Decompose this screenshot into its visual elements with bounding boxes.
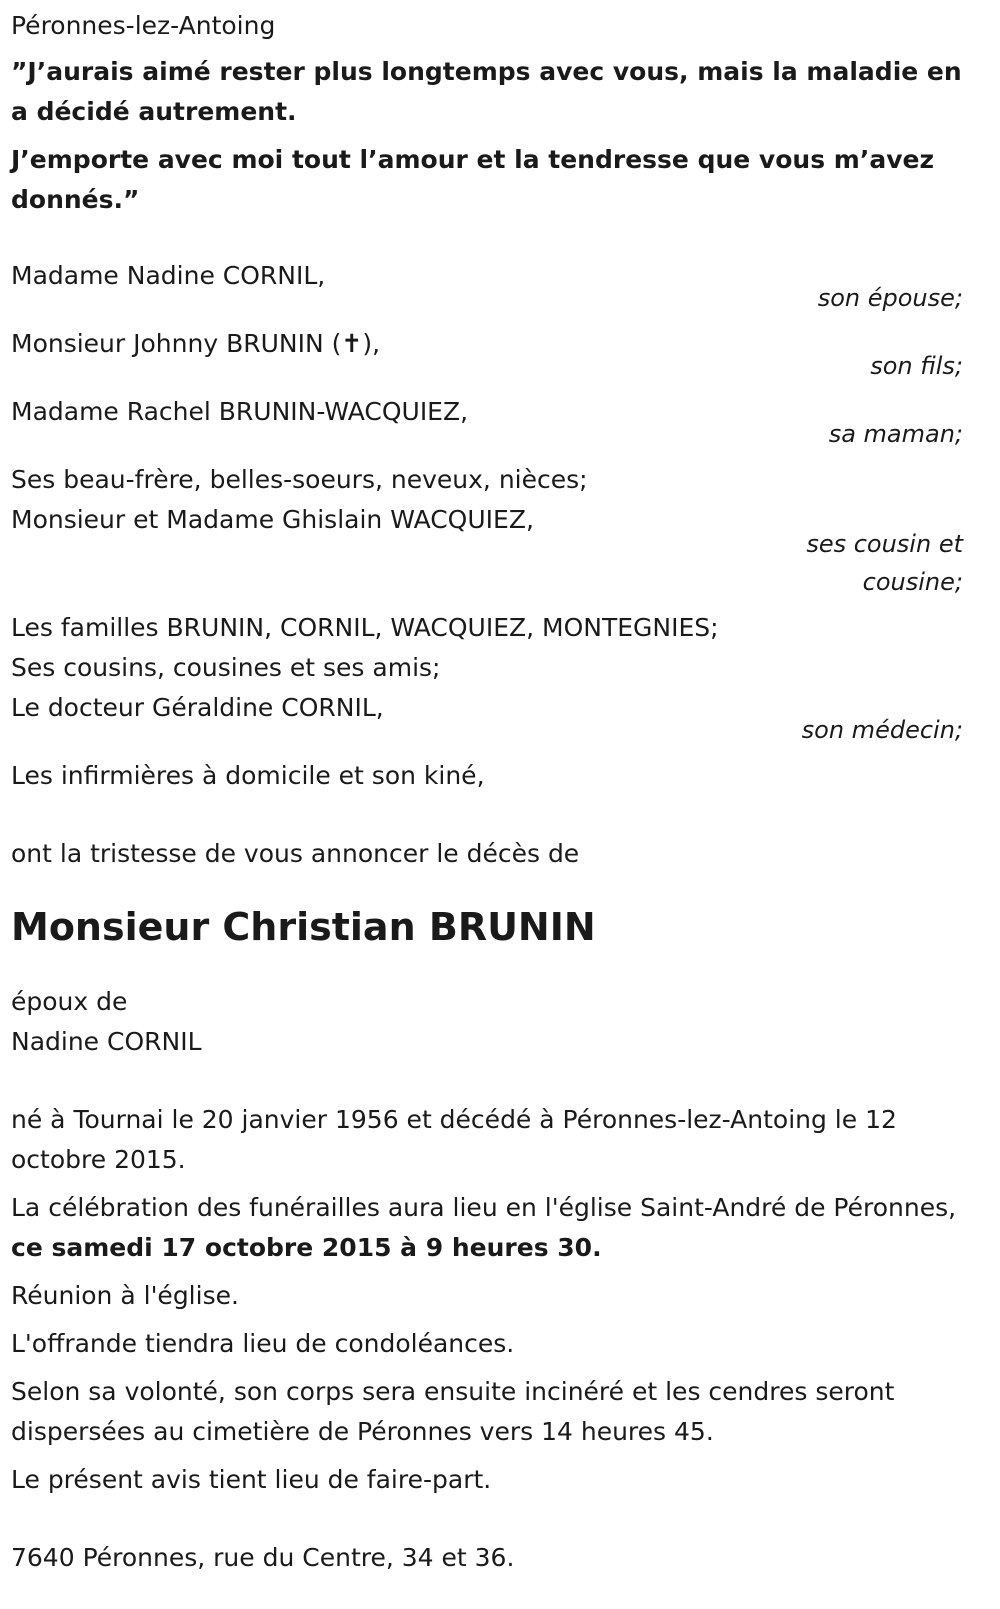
family-relation: son fils;	[870, 352, 963, 380]
funeral-text	[11, 1188, 971, 1268]
spouse-intro: époux de	[11, 987, 128, 1016]
spouse-name: Nadine CORNIL	[11, 1027, 202, 1056]
family-member-name: Madame Nadine CORNIL,	[11, 261, 326, 290]
family-entry	[11, 392, 971, 454]
family-entry	[11, 500, 971, 602]
spacer	[11, 796, 971, 834]
family-member-name: Monsieur Johnny BRUNIN (✝),	[11, 329, 381, 358]
family-list	[11, 256, 971, 796]
offering-text: L'offrande tiendra lieu de condoléances.	[11, 1329, 515, 1358]
address-text: 7640 Péronnes, rue du Centre, 34 et 36.	[11, 1543, 515, 1572]
quote-line-2: J’emporte avec moi tout l’amour et la tendresse que vous m’avez donnés.”	[11, 145, 935, 214]
family-member-name: Ses cousins, cousines et ses amis;	[11, 653, 441, 682]
family-member-name: Le docteur Géraldine CORNIL,	[11, 693, 384, 722]
notice-text: Le présent avis tient lieu de faire-part.	[11, 1465, 492, 1494]
obituary-document	[11, 6, 971, 1578]
family-relation: son médecin;	[801, 716, 963, 744]
town-heading: Péronnes-lez-Antoing	[11, 11, 276, 40]
funeral-date: ce samedi 17 octobre 2015 à 9 heures 30.	[11, 1233, 602, 1262]
spacer	[11, 1062, 971, 1100]
family-entry	[11, 688, 971, 750]
spacer	[11, 952, 971, 982]
family-member-name: Ses beau-frère, belles-soeurs, neveux, nièces;	[11, 465, 588, 494]
announcement-intro: ont la tristesse de vous annoncer le décès de	[11, 839, 580, 868]
quote-line-1: ”J’aurais aimé rester plus longtemps avec vous, mais la maladie en a décidé autrement.	[11, 57, 962, 126]
family-relation: son épouse;	[817, 284, 963, 312]
family-relation: cousine;	[862, 568, 963, 596]
cremation-text: Selon sa volonté, son corps sera ensuite incinéré et les cendres seront dispersées au cimetière de Péronnes vers 14 heures 45.	[11, 1377, 895, 1446]
spacer	[11, 1508, 971, 1538]
family-relation: ses cousin et	[806, 530, 963, 558]
family-member-name: Monsieur et Madame Ghislain WACQUIEZ,	[11, 505, 534, 534]
deceased-name: Monsieur Christian BRUNIN	[11, 905, 596, 949]
funeral-prefix: La célébration des funérailles aura lieu en l'église Saint-André de Péronnes,	[11, 1193, 957, 1222]
family-entry	[11, 324, 971, 386]
family-entry	[11, 256, 971, 318]
spacer	[11, 874, 971, 902]
family-relation: sa maman;	[828, 420, 963, 448]
birth-death-text: né à Tournai le 20 janvier 1956 et décédé à Péronnes-lez-Antoing le 12 octobre 2015.	[11, 1105, 897, 1174]
family-member-name: Les infirmières à domicile et son kiné,	[11, 761, 485, 790]
meeting-text: Réunion à l'église.	[11, 1281, 239, 1310]
family-member-name: Madame Rachel BRUNIN-WACQUIEZ,	[11, 397, 469, 426]
spacer	[11, 220, 971, 256]
family-member-name: Les familles BRUNIN, CORNIL, WACQUIEZ, MONTEGNIES;	[11, 613, 719, 642]
